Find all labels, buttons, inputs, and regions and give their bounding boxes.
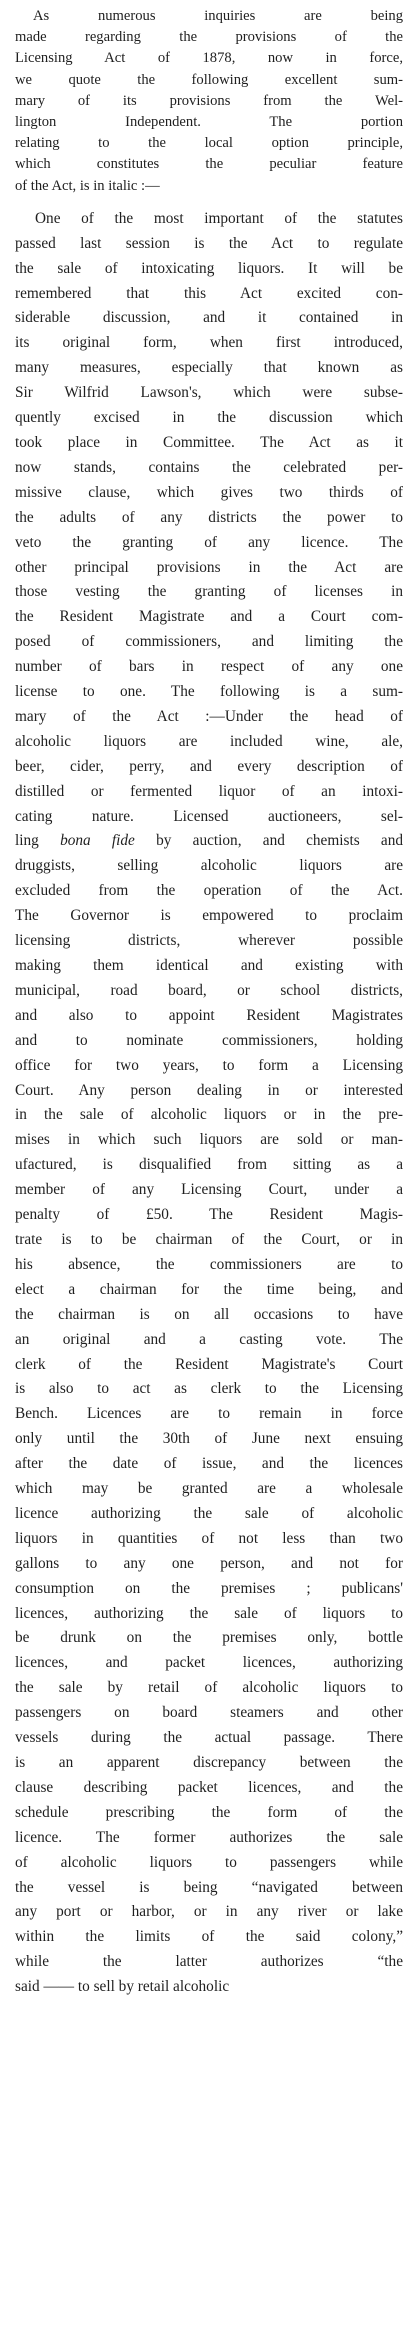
body-line: trate is to be chairman of the Court, or in (15, 1230, 403, 1248)
intro-line: Licensing Act of 1878, now in force, (15, 50, 403, 67)
body-line: liquors in quantities of not less than two (15, 1529, 403, 1547)
body-line: which may be granted are a wholesale (15, 1480, 403, 1498)
body-line: any port or harbor, or in any river or lake (15, 1903, 403, 1921)
body-line: passed last session is the Act to regulate (15, 234, 403, 252)
intro-line: relating to the local option principle, (15, 135, 403, 152)
body-line: number of bars in respect of any one (15, 658, 403, 676)
body-line: licences, authorizing the sale of liquors to (15, 1604, 403, 1622)
body-line: the sale of intoxicating liquors. It will be (15, 259, 403, 277)
body-line: while the latter authorizes “the (15, 1953, 403, 1971)
body-line: said —— to sell by retail alcoholic (15, 1978, 230, 1996)
body-line: took place in Committee. The Act as it (15, 433, 403, 451)
body-line: vessels during the actual passage. There (15, 1729, 403, 1747)
intro-line: As numerous inquiries are being (33, 8, 403, 24)
body-line: siderable discussion, and it contained in (15, 309, 403, 327)
body-line: passengers on board steamers and other (15, 1704, 403, 1722)
body-line: making them identical and existing with (15, 957, 403, 975)
body-line: beer, cider, perry, and every description of (15, 757, 403, 775)
body-line: office for two years, to form a Licensing (15, 1056, 403, 1074)
body-line: distilled or fermented liquor of an intoxi- (15, 782, 403, 800)
body-line: elect a chairman for the time being, and (15, 1280, 403, 1298)
body-line: clerk of the Resident Magistrate's Court (15, 1355, 403, 1373)
body-line: licences, and packet licences, authorizing (15, 1654, 403, 1672)
body-line: an original and a casting vote. The (15, 1330, 403, 1348)
body-line: is an apparent discrepancy between the (15, 1754, 403, 1772)
body-line: the sale by retail of alcoholic liquors to (15, 1679, 403, 1697)
body-line: only until the 30th of June next ensuing (15, 1430, 403, 1448)
body-line: after the date of issue, and the licences (15, 1455, 403, 1473)
intro-line: mary of its provisions from the Wel- (15, 92, 403, 109)
intro-line: lington Independent. The portion (15, 114, 403, 131)
body-line: alcoholic liquors are included wine, ale, (15, 732, 403, 750)
body-line: licence authorizing the sale of alcoholic (15, 1504, 403, 1522)
body-line: and also to appoint Resident Magistrates (15, 1006, 403, 1024)
body-line: be drunk on the premises only, bottle (15, 1629, 403, 1647)
body-line: ufactured, is disqualified from sitting as a (15, 1156, 403, 1174)
body-line: is also to act as clerk to the Licensing (15, 1380, 403, 1398)
body-line: his absence, the commissioners are to (15, 1255, 403, 1273)
body-line: druggists, selling alcoholic liquors are (15, 857, 403, 875)
intro-line: we quote the following excellent sum- (15, 71, 403, 88)
body-line: the adults of any districts the power to (15, 508, 403, 526)
body-line: remembered that this Act excited con- (15, 284, 403, 302)
body-line: municipal, road board, or school districts, (15, 981, 403, 999)
body-line: those vesting the granting of licenses in (15, 583, 403, 601)
body-line: many measures, especially that known as (15, 359, 403, 377)
body-line: its original form, when first introduced, (15, 334, 403, 352)
body-line: posed of commissioners, and limiting the (15, 633, 403, 651)
body-line: mary of the Act :—Under the head of (15, 707, 403, 725)
intro-line: which constitutes the peculiar feature (15, 156, 403, 173)
body-line: Court. Any person dealing in or interested (15, 1081, 403, 1099)
body-line: penalty of £50. The Resident Magis- (15, 1206, 403, 1224)
body-line: consumption on the premises ; publicans' (15, 1579, 403, 1597)
newspaper-column (15, 6, 403, 2000)
body-line: gallons to any one person, and not for (15, 1554, 403, 1572)
body-line: missive clause, which gives two thirds of (15, 483, 403, 501)
body-line: mises in which such liquors are sold or man- (15, 1131, 403, 1149)
body-line: veto the granting of any licence. The (15, 533, 403, 551)
body-line: schedule prescribing the form of the (15, 1803, 403, 1821)
body-line: the vessel is being “navigated between (15, 1878, 403, 1896)
body-line: within the limits of the said colony,” (15, 1928, 403, 1946)
body-line: licensing districts, wherever possible (15, 932, 403, 950)
body-line: member of any Licensing Court, under a (15, 1181, 403, 1199)
body-line: cating nature. Licensed auctioneers, sel- (15, 807, 403, 825)
body-line: One of the most important of the statutes (35, 209, 403, 227)
body-line: ling bona fide by auction, and chemists and (15, 832, 403, 850)
body-line: quently excised in the discussion which (15, 409, 403, 427)
body-line: Bench. Licences are to remain in force (15, 1405, 403, 1423)
body-line: in the sale of alcoholic liquors or in the pre- (15, 1106, 403, 1124)
body-line: clause describing packet licences, and the (15, 1778, 403, 1796)
body-line: licence. The former authorizes the sale (15, 1828, 403, 1846)
body-line: Sir Wilfrid Lawson's, which were subse- (15, 384, 403, 402)
body-line: the chairman is on all occasions to have (15, 1305, 403, 1323)
body-line: excluded from the operation of the Act. (15, 882, 403, 900)
article-body (15, 207, 403, 2000)
body-line: license to one. The following is a sum- (15, 683, 403, 701)
intro-line: of the Act, is in italic :— (15, 177, 160, 194)
body-line: other principal provisions in the Act are (15, 558, 403, 576)
body-line: now stands, contains the celebrated per- (15, 458, 403, 476)
intro-line: made regarding the provisions of the (15, 29, 403, 46)
body-line: The Governor is empowered to proclaim (15, 907, 403, 925)
body-line: and to nominate commissioners, holding (15, 1031, 403, 1049)
body-line: of alcoholic liquors to passengers while (15, 1853, 403, 1871)
body-line: the Resident Magistrate and a Court com- (15, 608, 403, 626)
intro-paragraph (15, 6, 403, 197)
